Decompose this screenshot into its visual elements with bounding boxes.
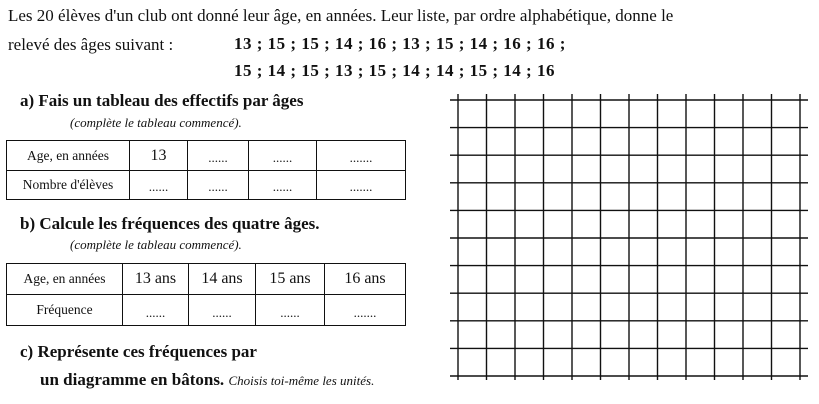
- effectifs-row-label: Age, en années: [7, 141, 130, 171]
- frequence-cell[interactable]: .......: [325, 295, 406, 326]
- part-c-title-line-2: [40, 370, 374, 390]
- diagram-grid[interactable]: [448, 92, 810, 382]
- part-a-hint: (complète le tableau commencé).: [70, 115, 242, 130]
- frequences-age-cell: 15 ans: [256, 264, 325, 295]
- effectifs-count-cell[interactable]: ......: [249, 171, 317, 200]
- effectifs-count-cell[interactable]: ......: [188, 171, 249, 200]
- frequences-row-label: Fréquence: [7, 295, 123, 326]
- effectifs-age-cell: 13: [130, 141, 188, 171]
- effectifs-age-cell[interactable]: .......: [317, 141, 406, 171]
- frequences-age-cell: 16 ans: [325, 264, 406, 295]
- effectifs-row-label: Nombre d'élèves: [7, 171, 130, 200]
- part-a-title: a) Fais un tableau des effectifs par âges: [20, 91, 304, 110]
- intro-line-2: relevé des âges suivant :: [8, 35, 174, 54]
- frequences-age-cell: 14 ans: [189, 264, 256, 295]
- intro-line-1: Les 20 élèves d'un club ont donné leur âge, en années. Leur liste, par ordre alphabétique, donne le: [8, 6, 674, 25]
- part-b-title: b) Calcule les fréquences des quatre âges.: [20, 214, 320, 233]
- effectifs-table: [6, 140, 406, 200]
- effectifs-age-cell[interactable]: ......: [249, 141, 317, 171]
- part-b-hint: (complète le tableau commencé).: [70, 237, 242, 252]
- ages-list-row-2: 15 ; 14 ; 15 ; 13 ; 15 ; 14 ; 14 ; 15 ; 14 ; 16: [234, 61, 555, 80]
- part-c-title-line-1: c) Représente ces fréquences par: [20, 342, 257, 361]
- frequences-table: [6, 263, 406, 326]
- part-c-hint: Choisis toi-même les unités.: [228, 373, 375, 388]
- frequence-cell[interactable]: ......: [256, 295, 325, 326]
- frequences-row-values: [7, 295, 406, 326]
- frequence-cell[interactable]: ......: [123, 295, 189, 326]
- effectifs-row-counts: [7, 171, 406, 200]
- effectifs-count-cell[interactable]: ......: [130, 171, 188, 200]
- frequences-row-ages: [7, 264, 406, 295]
- frequence-cell[interactable]: ......: [189, 295, 256, 326]
- effectifs-age-cell[interactable]: ......: [188, 141, 249, 171]
- effectifs-count-cell[interactable]: .......: [317, 171, 406, 200]
- part-c-title-line-2-text: un diagramme en bâtons.: [40, 370, 225, 389]
- frequences-age-cell: 13 ans: [123, 264, 189, 295]
- ages-list-row-1: 13 ; 15 ; 15 ; 14 ; 16 ; 13 ; 15 ; 14 ; 16 ; 16 ;: [234, 34, 566, 53]
- frequences-row-label: Age, en années: [7, 264, 123, 295]
- effectifs-row-ages: [7, 141, 406, 171]
